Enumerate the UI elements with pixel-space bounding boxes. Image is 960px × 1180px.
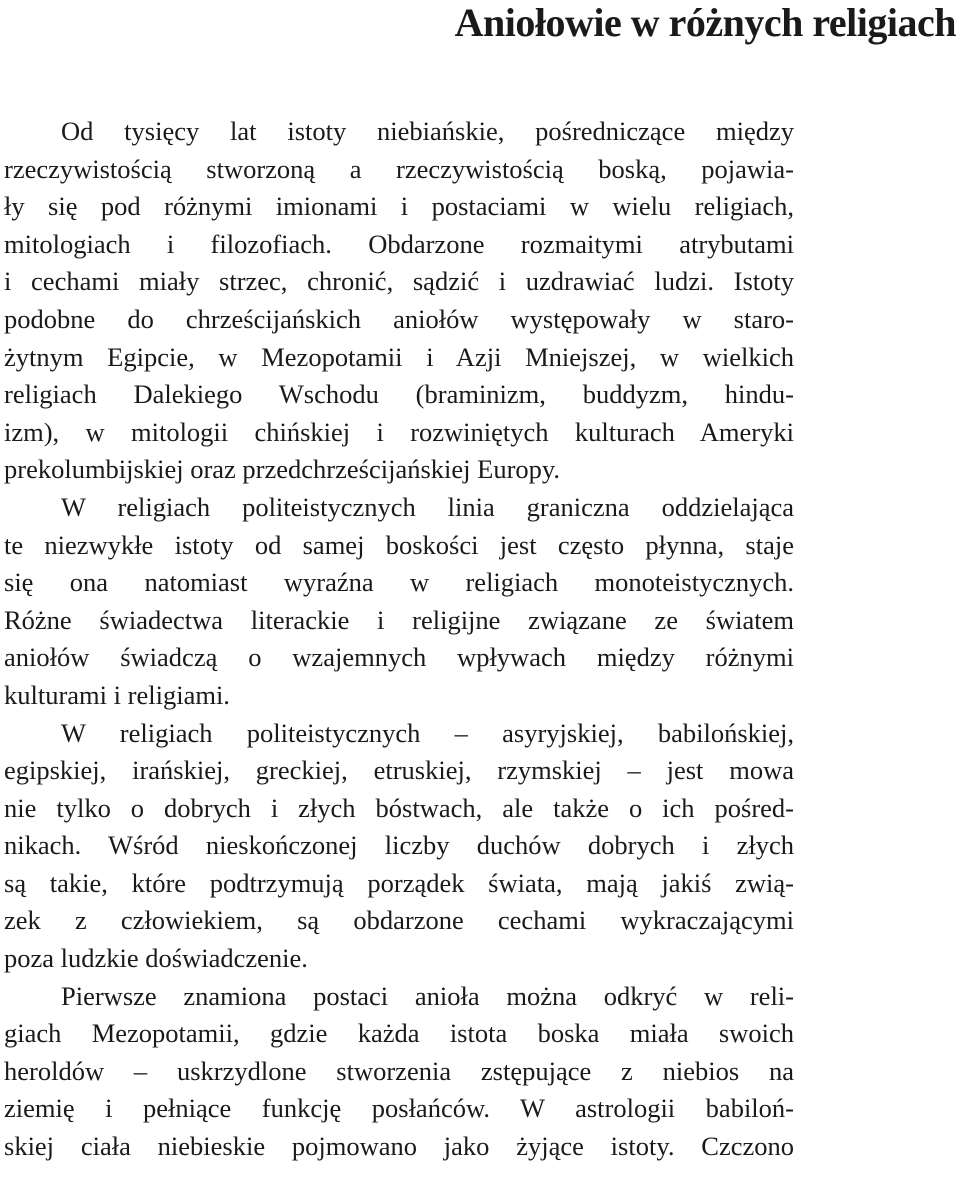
chapter-title: Aniołowie w różnych religiach (454, 0, 956, 45)
text-line: kulturami i religiami. (4, 679, 230, 710)
text-line: religiach Dalekiego Wschodu (braminizm, buddyzm, hindu- (4, 379, 794, 410)
text-line: skiej ciała niebieskie pojmowano jako żyjące istoty. Czczono (4, 1131, 794, 1162)
text-line: izm), w mitologii chińskiej i rozwiniętych kulturach Ameryki (4, 416, 794, 447)
text-line: poza ludzkie doświadczenie. (4, 943, 308, 974)
text-line: żytnym Egipcie, w Mezopotamii i Azji Mniejszej, w wielkich (4, 341, 794, 372)
text-line: te niezwykłe istoty od samej boskości jest często płynna, staje (4, 529, 794, 560)
text-line: W religiach politeistycznych – asyryjskiej, babilońskiej, (61, 717, 794, 748)
text-line: egipskiej, irańskiej, greckiej, etruskiej, rzymskiej – jest mowa (4, 755, 794, 786)
text-line: rzeczywistością stworzoną a rzeczywistością boską, pojawia- (4, 153, 794, 184)
text-line: ziemię i pełniące funkcję posłańców. W astrologii babiloń- (4, 1093, 794, 1124)
text-line: i cechami miały strzec, chronić, sądzić i uzdrawiać ludzi. Istoty (4, 266, 794, 297)
text-line: ły się pod różnymi imionami i postaciami w wielu religiach, (4, 191, 794, 222)
text-line: giach Mezopotamii, gdzie każda istota boska miała swoich (4, 1018, 794, 1049)
body-text (4, 113, 794, 1166)
text-line: aniołów świadczą o wzajemnych wpływach między różnymi (4, 642, 794, 673)
text-line: prekolumbijskiej oraz przedchrześcijańskiej Europy. (4, 454, 561, 485)
text-line: Różne świadectwa literackie i religijne związane ze światem (4, 604, 794, 635)
text-line: Pierwsze znamiona postaci anioła można odkryć w reli- (61, 980, 794, 1011)
text-line: mitologiach i filozofiach. Obdarzone rozmaitymi atrybutami (4, 228, 794, 259)
text-line: Od tysięcy lat istoty niebiańskie, pośredniczące między (61, 116, 794, 146)
text-line: heroldów – uskrzydlone stworzenia zstępujące z niebios na (4, 1055, 794, 1086)
text-line: W religiach politeistycznych linia graniczna oddzielająca (61, 491, 794, 522)
text-line: podobne do chrześcijańskich aniołów występowały w staro- (4, 303, 794, 334)
text-line: nikach. Wśród nieskończonej liczby duchów dobrych i złych (4, 830, 794, 861)
text-line: nie tylko o dobrych i złych bóstwach, ale także o ich pośred- (4, 792, 794, 823)
text-line: się ona natomiast wyraźna w religiach monoteistycznych. (4, 567, 794, 598)
text-line: zek z człowiekiem, są obdarzone cechami wykraczającymi (4, 905, 794, 936)
text-line: są takie, które podtrzymują porządek świata, mają jakiś zwią- (4, 867, 794, 898)
